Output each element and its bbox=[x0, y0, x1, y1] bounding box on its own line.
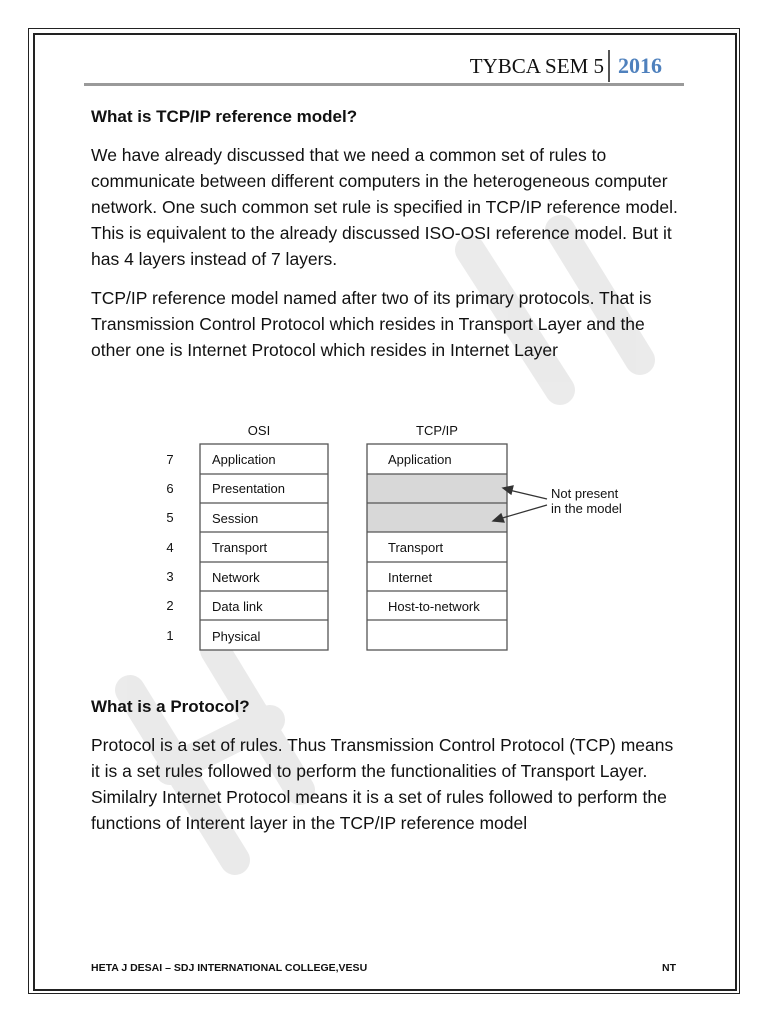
paragraph: We have already discussed that we need a common set of rules to communicate between different computers in the heterogeneous computer network. One such common set rule is specified in TCP/IP reference model. This is equivalent to the already discussed ISO-OSI reference model. But it has 4 layers instead of 7 layers. bbox=[91, 145, 678, 269]
osi-column bbox=[200, 444, 328, 650]
tcpip-column bbox=[367, 444, 507, 650]
osi-tcpip-diagram bbox=[155, 418, 655, 678]
osi-layer-data-link: Data link bbox=[212, 599, 263, 614]
section-heading: What is a Protocol? bbox=[91, 697, 250, 716]
tcpip-layer-application: Application bbox=[388, 452, 452, 467]
osi-layer-physical: Physical bbox=[212, 629, 261, 644]
layer-diagram-svg bbox=[155, 418, 655, 678]
tcpip-layer-internet: Internet bbox=[388, 570, 433, 585]
layer-number: 7 bbox=[166, 452, 174, 467]
osi-layer-session: Session bbox=[212, 511, 259, 526]
page-header bbox=[84, 48, 684, 84]
header-separator bbox=[608, 50, 610, 82]
layer-number: 6 bbox=[166, 481, 174, 496]
paragraph: Protocol is a set of rules. Thus Transmission Control Protocol (TCP) means it is a set rules followed to perform the functionalities of Transport Layer. Similalry Internet Protocol means it is a set of rules followed to perform the functions of Interent layer in the TCP/IP reference model bbox=[91, 735, 674, 833]
tcpip-title: TCP/IP bbox=[416, 423, 458, 438]
layer-number: 4 bbox=[166, 540, 174, 555]
section-heading: What is TCP/IP reference model? bbox=[91, 107, 358, 126]
header-rule bbox=[84, 83, 684, 86]
footer-initials: NT bbox=[662, 962, 676, 974]
osi-layer-application: Application bbox=[212, 452, 276, 467]
section-tcpip bbox=[91, 104, 681, 376]
layer-number: 3 bbox=[166, 569, 174, 584]
layer-number: 1 bbox=[166, 628, 174, 643]
annotation-not-present: Not present bbox=[551, 486, 619, 501]
tcpip-layer-host-to-network: Host-to-network bbox=[388, 599, 480, 614]
header-title: TYBCA SEM 5 bbox=[469, 54, 604, 78]
layer-number: 2 bbox=[166, 598, 174, 613]
header-year: 2016 bbox=[618, 53, 662, 78]
osi-layer-presentation: Presentation bbox=[212, 481, 285, 496]
tcpip-layer-transport: Transport bbox=[388, 540, 444, 555]
osi-title: OSI bbox=[247, 423, 271, 438]
section-protocol bbox=[91, 694, 681, 849]
footer-author: HETA J DESAI – SDJ INTERNATIONAL COLLEGE,VESU bbox=[91, 962, 368, 974]
osi-layer-network: Network bbox=[212, 570, 260, 585]
paragraph: TCP/IP reference model named after two of its primary protocols. That is Transmission Control Protocol which resides in Transport Layer and the other one is Internet Protocol which resides in Internet Layer bbox=[91, 288, 652, 360]
osi-layer-transport: Transport bbox=[212, 540, 268, 555]
layer-number: 5 bbox=[166, 510, 174, 525]
annotation-in-the-model: in the model bbox=[551, 501, 622, 516]
